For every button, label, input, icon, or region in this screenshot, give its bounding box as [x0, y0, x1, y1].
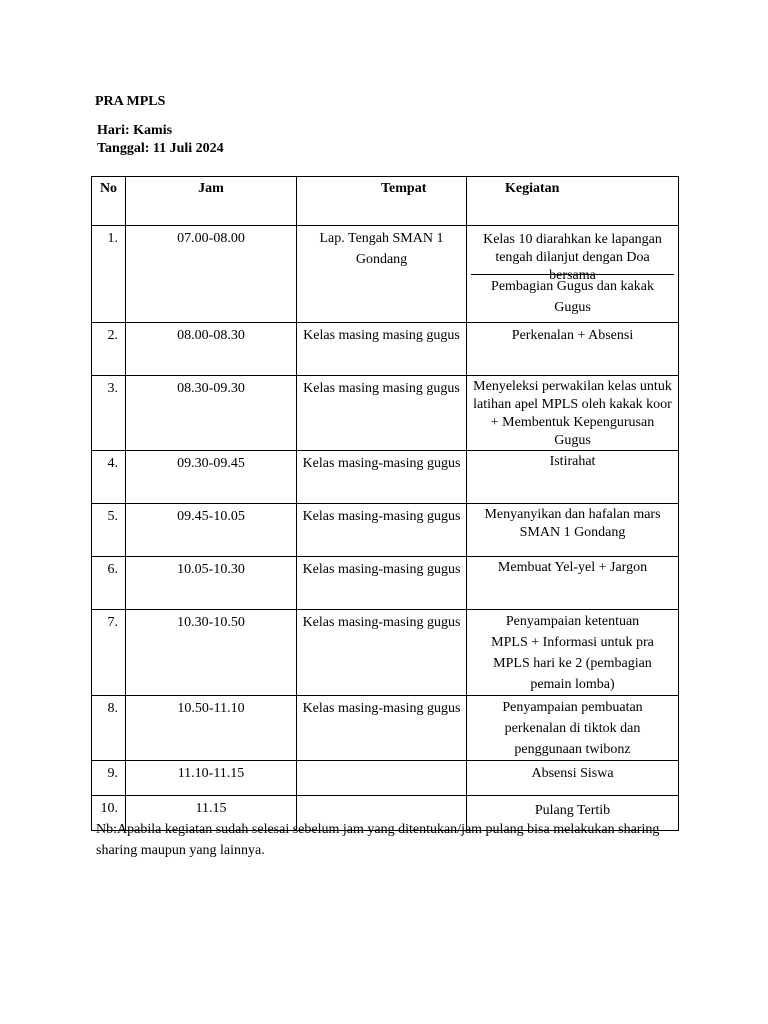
header-jam: Jam — [198, 181, 224, 196]
row-no: 7. — [107, 615, 118, 630]
row-kegiatan: Perkenalan + Absensi — [511, 328, 634, 343]
document-title: PRA MPLS — [95, 94, 166, 109]
table-header-row — [92, 177, 679, 226]
row-jam: 10.50-11.10 — [177, 701, 245, 716]
row-tempat: Kelas masing masing gugus — [303, 381, 460, 396]
row-jam: 09.30-09.45 — [177, 456, 245, 471]
row-tempat: Kelas masing-masing gugus — [302, 701, 461, 716]
table-row — [92, 696, 679, 761]
table-row — [92, 610, 679, 696]
row-tempat — [297, 761, 466, 763]
row-jam: 07.00-08.00 — [177, 231, 245, 246]
day-label: Hari: Kamis — [97, 123, 173, 138]
table-row — [92, 504, 679, 557]
row-jam: 11.10-11.15 — [177, 766, 245, 781]
row-kegiatan: Pulang Tertib — [534, 803, 611, 818]
row-tempat: Kelas masing-masing gugus — [302, 509, 461, 524]
row-jam: 10.05-10.30 — [177, 562, 245, 577]
row-no: 6. — [107, 562, 118, 577]
header-kegiatan: Kegiatan — [505, 181, 560, 196]
row-kegiatan: Menyanyikan dan hafalan mars SMAN 1 Gondang — [484, 507, 661, 540]
row-kegiatan: Istirahat — [549, 454, 596, 469]
table-row — [92, 226, 679, 323]
row-kegiatan-secondary: Pembagian Gugus dan kakak Gugus — [491, 279, 654, 315]
row-no: 1. — [107, 231, 118, 246]
table-row — [92, 761, 679, 796]
header-tempat: Tempat — [381, 181, 427, 196]
row-no: 2. — [107, 328, 118, 343]
row-kegiatan: Kelas 10 diarahkan ke lapangan tengah dilanjut dengan Doa bersama — [471, 228, 674, 275]
row-jam: 10.30-10.50 — [177, 615, 245, 630]
footnote: Nb:Apabila kegiatan sudah selesai sebelum jam yang ditentukan/jam pulang bisa melakukan sharing sharing maupun yang lainnya. — [96, 822, 660, 858]
row-no: 9. — [107, 766, 118, 781]
row-no: 3. — [107, 381, 118, 396]
table-row — [92, 557, 679, 610]
row-kegiatan: Menyeleksi perwakilan kelas untuk latihan apel MPLS oleh kakak koor + Membentuk Kepengurusan Gugus — [473, 379, 672, 448]
schedule-table — [91, 176, 679, 831]
header-no: No — [99, 181, 118, 196]
row-jam: 09.45-10.05 — [177, 509, 245, 524]
row-jam: 08.00-08.30 — [177, 328, 245, 343]
row-no: 8. — [107, 701, 118, 716]
row-tempat — [297, 796, 466, 798]
row-tempat: Kelas masing-masing gugus — [302, 456, 461, 471]
table-row — [92, 376, 679, 451]
row-no: 4. — [107, 456, 118, 471]
row-tempat: Lap. Tengah SMAN 1 Gondang — [319, 231, 444, 267]
row-kegiatan: Penyampaian pembuatan perkenalan di tiktok dan penggunaan twibonz — [502, 700, 643, 757]
row-tempat: Kelas masing masing gugus — [303, 328, 460, 343]
row-kegiatan: Absensi Siswa — [531, 766, 614, 781]
row-tempat: Kelas masing-masing gugus — [302, 562, 461, 577]
table-row — [92, 323, 679, 376]
table-row — [92, 451, 679, 504]
date-label: Tanggal: 11 Juli 2024 — [97, 141, 224, 156]
row-jam: 08.30-09.30 — [177, 381, 245, 396]
row-kegiatan: Penyampaian ketentuan MPLS + Informasi untuk pra MPLS hari ke 2 (pembagian pemain lomba) — [491, 614, 654, 692]
row-tempat: Kelas masing-masing gugus — [302, 615, 461, 630]
row-kegiatan: Membuat Yel-yel + Jargon — [497, 560, 648, 575]
row-jam: 11.15 — [195, 801, 227, 816]
row-no: 10. — [100, 801, 118, 816]
row-no: 5. — [107, 509, 118, 524]
